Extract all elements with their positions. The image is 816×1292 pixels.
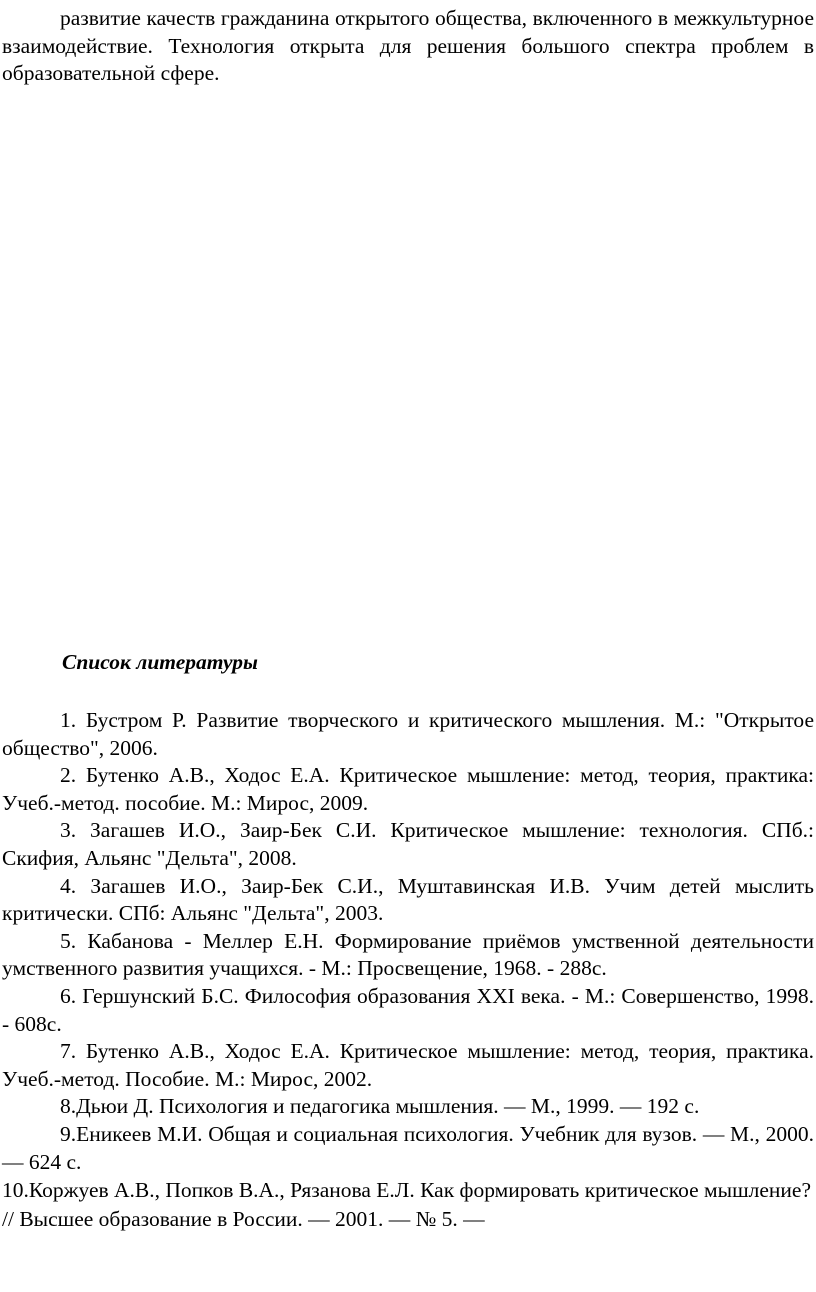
reference-item-3: 3. Загашев И.О., Заир-Бек С.И. Критическое мышление: технология. СПб.: Скифия, Альянс "Дельта", 2008. xyxy=(2,818,814,870)
references-title: Список литературы xyxy=(62,650,258,674)
intro-section xyxy=(2,5,814,88)
reference-item-7: 7. Бутенко А.В., Ходос Е.А. Критическое мышление: метод, теория, практика. Учеб.-метод. Пособие. М.: Мирос, 2002. xyxy=(2,1039,814,1091)
reference-item-8: 8.Дьюи Д. Психология и педагогика мышления. — М., 1999. — 192 с. xyxy=(60,1094,700,1119)
reference-item-4: 4. Загашев И.О., Заир-Бек С.И., Муштавинская И.В. Учим детей мыслить критически. СПб: Альянс "Дельта", 2003. xyxy=(2,873,814,926)
reference-item-2: 2. Бутенко А.В., Ходос Е.А. Критическое мышление: метод, теория, практика: Учеб.-метод. пособие. М.: Мирос, 2009. xyxy=(2,763,814,815)
reference-item-6: 6. Гершунский Б.С. Философия образования XXI века. - М.: Совершенство, 1998. - 608с. xyxy=(2,983,814,1036)
reference-item-5: 5. Кабанова - Меллер Е.Н. Формирование приёмов умственной деятельности умственного развития учащихся. - М.: Просвещение, 1968. - 288с. xyxy=(2,928,814,981)
reference-item-10: 10.Коржуев А.В., Попков В.А., Рязанова Е.Л. Как формировать критическое мышление? // Высшее образование в России. — 2001. — № 5. — xyxy=(2,1178,811,1232)
references-list xyxy=(2,707,814,1234)
reference-item-1: 1. Бустром Р. Развитие творческого и критического мышления. М.: "Открытое общество", 2006. xyxy=(2,708,814,760)
intro-paragraph: развитие качеств гражданина открытого общества, включенного в межкультурное взаимодействие. Технология открыта для решения большого спектра проблем в образовательной сфере. xyxy=(2,6,814,86)
reference-item-9: 9.Еникеев М.И. Общая и социальная психология. Учебник для вузов. — М., 2000. — 624 с. xyxy=(2,1121,814,1174)
